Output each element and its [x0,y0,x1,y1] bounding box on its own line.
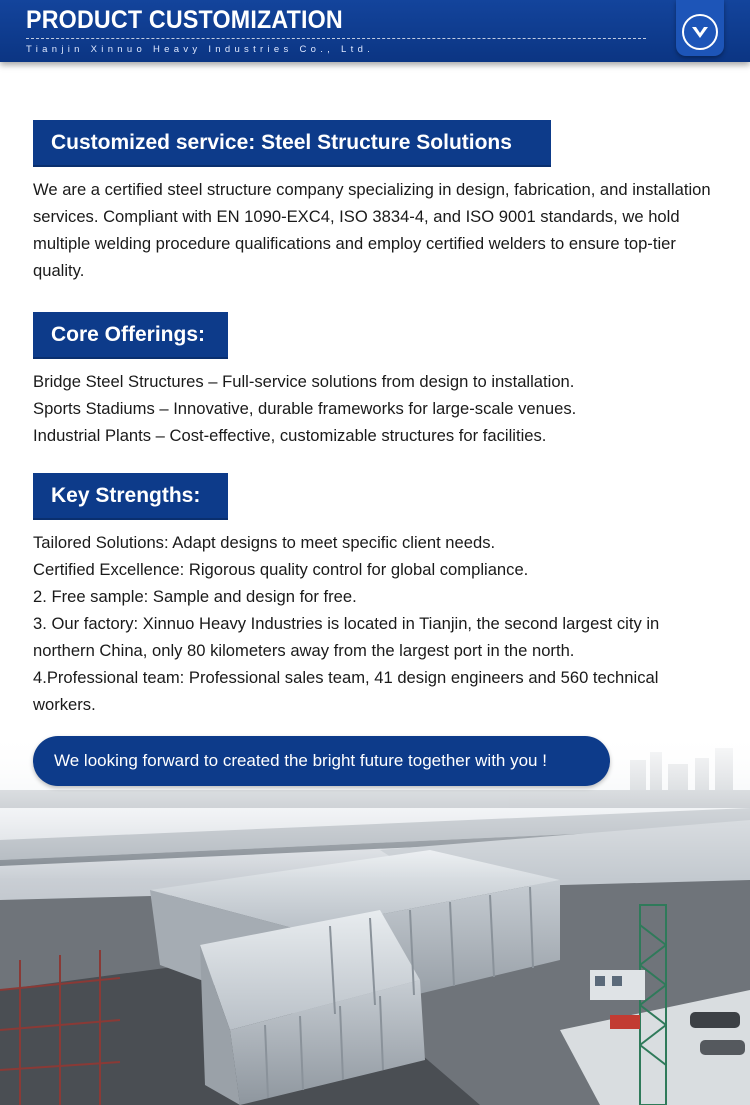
list-item: Industrial Plants – Cost-effective, customizable structures for facilities. [33,426,547,445]
chevron-down-circle-icon [682,14,718,50]
list-item: 4.Professional team: Professional sales team, 41 design engineers and 560 technical workers. [33,668,659,714]
cta-banner: We looking forward to created the bright future together with you ! [33,736,610,786]
service-description: We are a certified steel structure company specializing in design, fabrication, and installation services. Compliant with EN 1090-EXC4, ISO 3834-4, and ISO 9001 standards, we hold multiple welding procedure qualifications and employ certified welders to ensure top-tier quality. [33,180,711,280]
list-item: Certified Excellence: Rigorous quality control for global compliance. [33,560,529,579]
section-heading-offerings: Core Offerings: [33,312,228,359]
list-item: 3. Our factory: Xinnuo Heavy Industries is located in Tianjin, the second largest city in northern China, only 80 kilometers away from the largest port in the north. [33,614,660,660]
section-heading-strengths: Key Strengths: [33,473,228,520]
list-item: 2. Free sample: Sample and design for free. [33,587,357,606]
page-title: PRODUCT CUSTOMIZATION [26,6,343,34]
scroll-down-tab[interactable] [676,0,724,56]
list-item: Tailored Solutions: Adapt designs to meet specific client needs. [33,533,496,552]
section-heading-service: Customized service: Steel Structure Solutions [33,120,551,167]
steel-bridge-construction-photo [0,730,750,1105]
list-item: Sports Stadiums – Innovative, durable frameworks for large-scale venues. [33,399,577,418]
offerings-list [33,368,723,449]
header-divider [26,38,646,39]
header-banner [0,0,750,62]
strengths-list [33,529,723,718]
list-item: Bridge Steel Structures – Full-service solutions from design to installation. [33,372,575,391]
company-name: Tianjin Xinnuo Heavy Industries Co., Ltd. [26,44,375,55]
